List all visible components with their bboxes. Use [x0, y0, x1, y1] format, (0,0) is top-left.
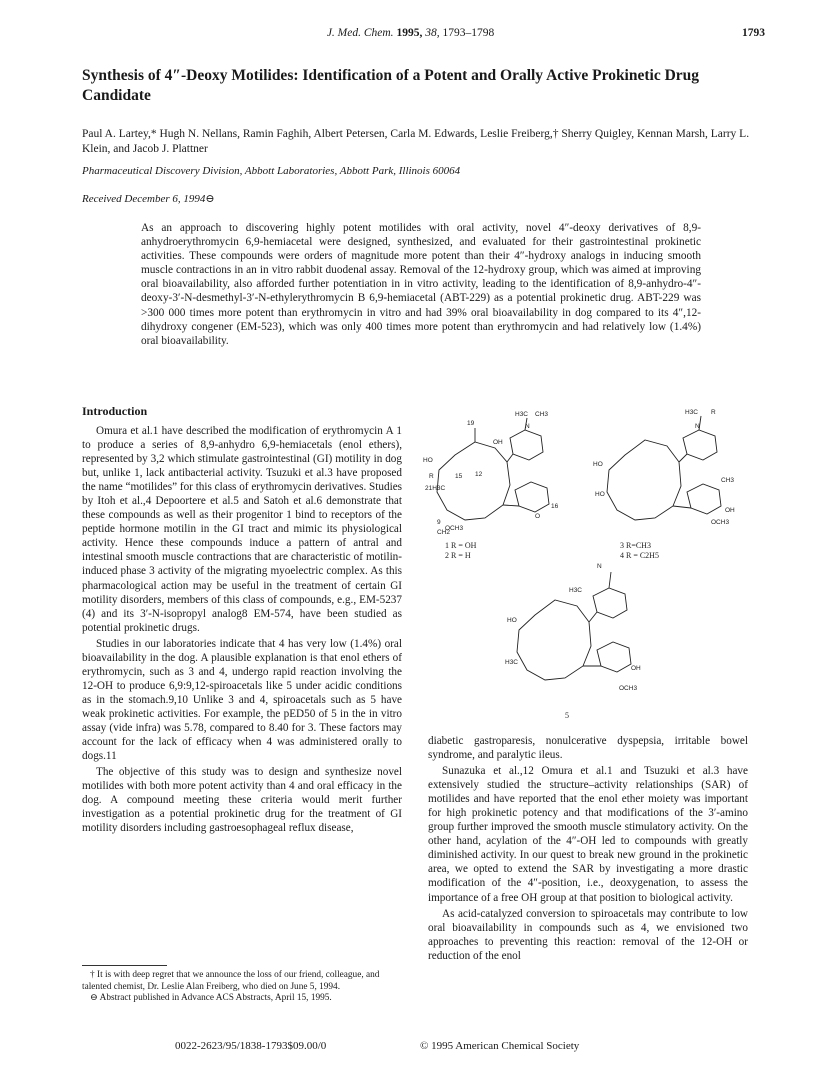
- atom-label: 15: [455, 473, 463, 480]
- atom-label: 21H3C: [425, 485, 446, 492]
- journal-volume: 38,: [425, 27, 440, 39]
- paragraph: As acid-catalyzed conversion to spiroacetals may contribute to low oral bioavailability in compounds such as 4, we envisioned two approaches to preventing this reaction: removal of the 12-OH or reduction of the enol: [428, 907, 748, 962]
- atom-label: OH: [631, 665, 641, 672]
- atom-label: O: [535, 513, 541, 520]
- atom-label: H3C: [515, 411, 529, 418]
- atom-label: N: [597, 563, 602, 570]
- macrolide-ring-1: [437, 442, 510, 520]
- atom-label: OH: [725, 507, 735, 514]
- chemical-structures-figure: [415, 400, 780, 730]
- atom-label: H3C: [685, 409, 699, 416]
- atom-label: 19: [467, 420, 475, 427]
- desosamine-ring-3: [683, 430, 717, 460]
- atom-label: HO: [423, 457, 433, 464]
- abstract: As an approach to discovering highly potent motilides with oral activity, novel 4″-deoxy derivatives of 8,9-anhydroerythromycin 6,9-hemiacetal were designed, synthesized, and evaluated for their gastrointestinal prokinetic activities. These compounds were orders of magnitude more potent than their 4″-hydroxy analogs in inducing smooth muscle contractions in an in vitro rabbit duodenal assay. Removal of the 12-hydroxy group, which was aimed at improving oral bioavailability, also afforded further potentiation in in vitro activity, leading to the identification of 8,9-anhydro-4″-deoxy-3′-N-desmethyl-3′-N-ethylerythromycin B 6,9-hemiacetal (ABT-229) as a potential prokinetic drug. ABT-229 was >300 000 times more potent than erythromycin in vitro and had 39% oral bioavailability in dog compared to its 4″,12-dihydroxy congener (EM-523), which was only 400 times more potent than erythromycin and had relatively low (1.4%) oral bioavailability.: [141, 222, 701, 347]
- footnote: † It is with deep regret that we announce the loss of our friend, colleague, and talented chemist, Dr. Leslie Alan Freiberg, who died on June 5, 1994.: [82, 970, 380, 992]
- compound-label-5: 5: [565, 711, 569, 720]
- atom-label: N: [525, 423, 530, 430]
- atom-label: CH2: [437, 529, 451, 536]
- compound-label-3: 3 R=CH3: [620, 541, 651, 550]
- atom-label: CH3: [535, 411, 549, 418]
- atom-label: H3C: [569, 587, 583, 594]
- desosamine-ring-1: [510, 430, 543, 460]
- paragraph: Studies in our laboratories indicate that 4 has very low (1.4%) oral bioavailability in the dog. A plausible explanation is that enol ethers of erythromycin, such as 3 and 4, undergo rapid reaction involving the 12-OH to produce 6,9:9,12-spiroacetals like 5 under acidic conditions as in the stomach.9,10 Unlike 3 and 4, spiroacetals such as 5 have weak prokinetic activities. For example, the pED50 of 5 in the in vitro assay (vide infra) was 5.78, compared to 8.40 for 3. These factors may account for the lack of efficacy when 4 was administered orally to dogs.11: [82, 637, 402, 763]
- footnotes: [82, 970, 402, 1005]
- author-list: Paul A. Lartey,* Hugh N. Nellans, Ramin Faghih, Albert Petersen, Carla M. Edwards, Leslie Freiberg,† Sherry Quigley, Kennan Marsh, Larry L. Klein, and Jacob J. Plattner: [82, 128, 750, 155]
- atom-label: 12: [475, 471, 483, 478]
- compound-label-1: 1 R = OH: [445, 541, 477, 550]
- atom-label: OCH3: [445, 525, 464, 532]
- compound-label-2: 2 R = H: [445, 551, 471, 560]
- atom-label: R: [711, 409, 716, 416]
- copyright: © 1995 American Chemical Society: [420, 1040, 580, 1052]
- atom-label: R: [429, 473, 434, 480]
- received-date: Received December 6, 1994⊖: [82, 193, 215, 205]
- journal-year: 1995,: [396, 27, 423, 39]
- affiliation: Pharmaceutical Discovery Division, Abbott Laboratories, Abbott Park, Illinois 60064: [82, 165, 461, 177]
- atom-label: CH3: [721, 477, 735, 484]
- cladinose-ring-1: [515, 482, 549, 512]
- paragraph: Sunazuka et al.,12 Omura et al.1 and Tsuzuki et al.3 have extensively studied the structure–activity relationships (SAR) of motilides and have reported that the enol ether moiety was important for high prokinetic potency and that modifications of the 3′-amino group further improved the smooth muscle stimulatory activity. On the other hand, acylation of the 4″-OH led to compounds with greatly diminished activity. In our quest to break new ground in the prokinetic area, we opted to extend the SAR by investigating a more drastic modification of the 4″-position, i.e., deoxygenation, to assess the importance of a free OH group at that position to biological activity.: [428, 765, 748, 904]
- right-column: [428, 734, 748, 965]
- desosamine-ring-5: [593, 588, 627, 618]
- page-number: 1793: [742, 27, 765, 39]
- atom-label: OCH3: [711, 519, 730, 526]
- compound-label-4: 4 R = C2H5: [620, 551, 659, 560]
- atom-label: H3C: [505, 659, 519, 666]
- journal-name: J. Med. Chem.: [326, 27, 394, 39]
- atom-label: HO: [507, 617, 517, 624]
- footnote-divider: [82, 965, 167, 966]
- cladinose-ring-5: [597, 642, 631, 672]
- atom-label: HO: [593, 461, 603, 468]
- journal-pages: 1793–1798: [442, 27, 495, 39]
- paragraph: The objective of this study was to design and synthesize novel motilides with both more potent activity than 4 and oral efficacy in the dog. A compound meeting these criteria would merit further investigation as a potential prokinetic drug for the treatment of GI motility disorders including gastroesophageal reflux disease,: [82, 766, 402, 835]
- macrolide-ring-3: [607, 440, 681, 520]
- atom-label: OCH3: [619, 685, 638, 692]
- cladinose-ring-3: [687, 484, 721, 514]
- paragraph: Omura et al.1 have described the modification of erythromycin A 1 to produce a series of 8,9-anhydro 6,9-hemiacetals (enol ethers), represented by 3,2 which stimulate gastrointestinal (GI) motility in dog but, unlike 1, lack antibacterial activity. Tsuzuki et al.3 have proposed the name “motilides” for this class of erythromycin derivatives. Studies by Itoh et al.,4 Depoortere et al.5 and Satoh et al.6 demonstrate that these compounds as well as their progenitor 1 bind to receptors of the peptide hormone motilin in the GI tract and mimic its physiological activity. Hence these compounds induce a pattern of antral and intestinal smooth muscle contractions that are characteristic of motilin-induced phase 3 activity of the migrating myoelectric complex. As this pharmacological action may be useful in the treatment of certain GI motility disorders, members of this class of compounds, e.g., EM-5237 (4) and its 3′-N-isopropyl analog8 EM-574, have been studied as potential prokinetic drugs.: [82, 425, 403, 634]
- section-heading-introduction: Introduction: [82, 404, 148, 418]
- atom-label: HO: [595, 491, 605, 498]
- left-column: [82, 424, 402, 837]
- journal-header: [0, 27, 821, 39]
- article-title: Synthesis of 4″-Deoxy Motilides: Identification of a Potent and Orally Active Prokinetic Drug Candidate: [82, 67, 700, 104]
- article-code: 0022-2623/95/1838-1793$09.00/0: [175, 1040, 327, 1052]
- atom-label: OH: [493, 439, 503, 446]
- paragraph: diabetic gastroparesis, nonulcerative dyspepsia, irritable bowel syndrome, and paralytic ileus.: [428, 735, 748, 762]
- atom-label: N: [695, 423, 700, 430]
- footnote: ⊖ Abstract published in Advance ACS Abstracts, April 15, 1995.: [90, 993, 332, 1003]
- atom-label: 9: [437, 519, 441, 526]
- atom-label: 16: [551, 503, 559, 510]
- macrolide-ring-5: [517, 600, 591, 680]
